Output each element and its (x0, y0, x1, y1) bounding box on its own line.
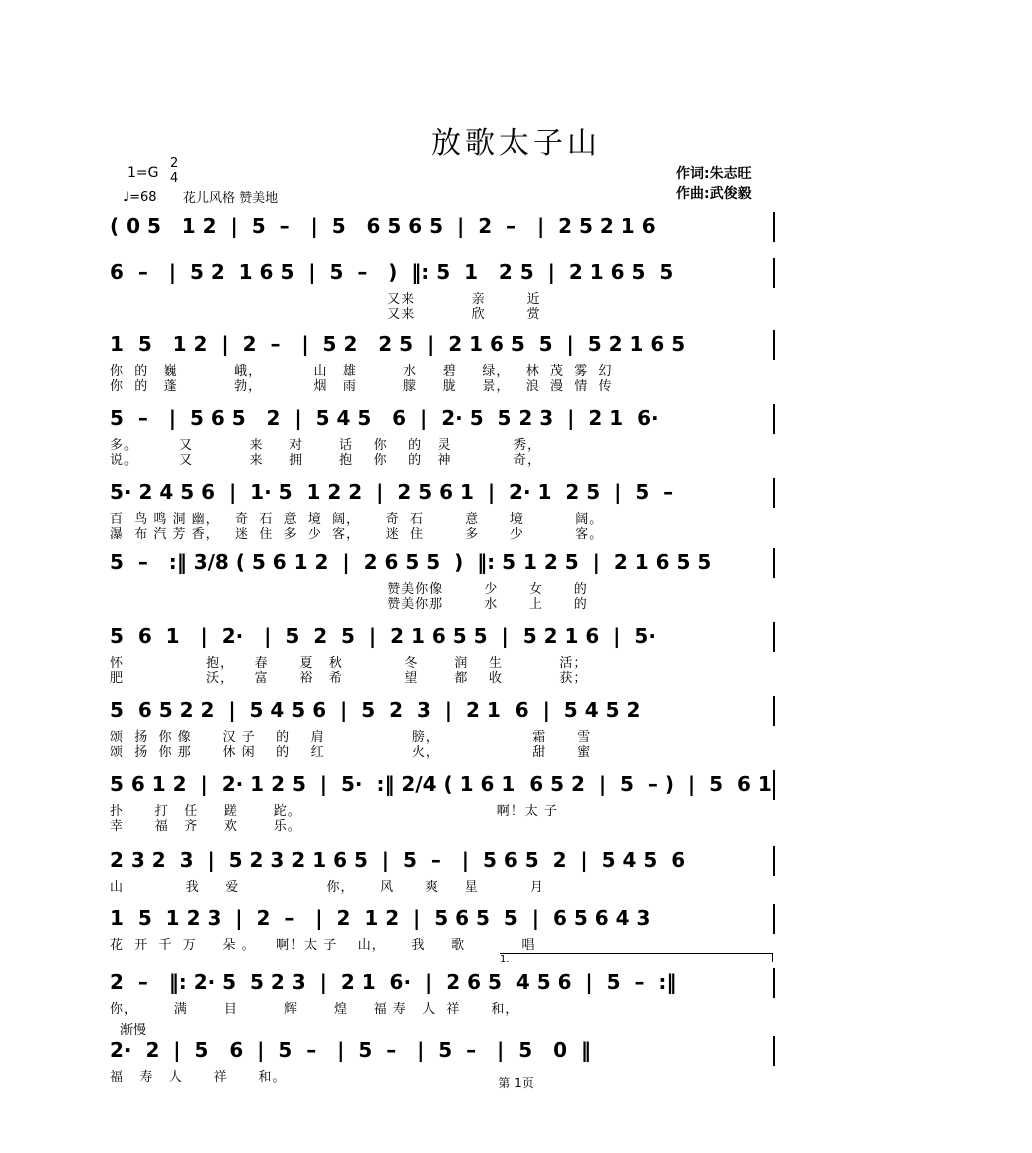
lyric-line-1: 山 我 爱 你， 风 爽 星 月 (110, 880, 544, 895)
barline (773, 622, 775, 652)
barline (773, 968, 775, 998)
lyricist: 作词:朱志旺 (676, 166, 752, 182)
note-line: 6 – | 5 2 1 6 5 | 5 – ) ‖: 5 1 2 5 | 2 1 6 5 5 (110, 260, 674, 284)
barline (773, 548, 775, 578)
note-line: 5 – :‖ 3/8 ( 5 6 1 2 | 2 6 5 5 ) ‖: 5 1 2 5 | 2 1 6 5 5 (110, 550, 712, 574)
barline (773, 478, 775, 508)
note-line: 5 6 5 2 2 | 5 4 5 6 | 5 2 3 | 2 1 6 | 5 4 5 2 (110, 698, 641, 722)
barline (773, 212, 775, 242)
time-signature (170, 156, 178, 186)
lyric-line-1: 颂 扬 你 像 汉 子 的 肩 膀， 霜 雪 (110, 730, 592, 745)
note-line: 5 – | 5 6 5 2 | 5 4 5 6 | 2· 5 5 2 3 | 2 1 6· (110, 406, 659, 430)
note-line: 2 3 2 3 | 5 2 3 2 1 6 5 | 5 – | 5 6 5 2 | 5 4 5 6 (110, 848, 686, 872)
lyric-line-1: 百 鸟 鸣 洞 幽， 奇 石 意 境 阔， 奇 石 意 境 阔。 (110, 512, 604, 527)
lyric-line-1: 扑 打 任 蹉 跎。 啊！太 子 (110, 804, 558, 819)
lyric-line-2: 肥 沃， 富 裕 希 望 都 收 获； (110, 671, 588, 686)
note-line: 1 5 1 2 3 | 2 – | 2 1 2 | 5 6 5 5 | 6 5 6 4 3 (110, 906, 651, 930)
note-line: 5 6 1 2 | 2· 1 2 5 | 5· :‖ 2/4 ( 1 6 1 6 5 2 | 5 – ) | 5 6 1 (110, 772, 772, 796)
lyric-line-1: 又来 亲 近 (110, 292, 541, 307)
barline (773, 404, 775, 434)
lyric-line-1: 你， 满 目 辉 煌 福 寿 人 祥 和， (110, 1002, 520, 1017)
time-bottom: 4 (170, 171, 179, 186)
lyric-line-2: 幸 福 齐 欢 乐。 (110, 819, 302, 834)
lyric-line-1: 福 寿 人 祥 和。 (110, 1070, 287, 1085)
note-line: 1 5 1 2 | 2 – | 5 2 2 5 | 2 1 6 5 5 | 5 2 1 6 5 (110, 332, 686, 356)
note-line: 2 – ‖: 2· 5 5 2 3 | 2 1 6· | 2 6 5 4 5 6 | 5 – :‖ (110, 970, 677, 994)
lyric-line-2: 赞美你那 水 上 的 (110, 597, 588, 612)
lyric-line-2: 你 的 蓬 勃， 烟 雨 朦 胧 景， 浪 漫 情 传 (110, 379, 613, 394)
barline (773, 904, 775, 934)
page-footer: 第 1页 (498, 1076, 534, 1090)
barline (773, 1036, 775, 1066)
credits (676, 164, 752, 204)
note-line: ( 0 5 1 2 | 5 – | 5 6 5 6 5 | 2 – | 2 5 2 1 6 (110, 214, 656, 238)
lyric-line-1: 多。 又 来 对 话 你 的 灵 秀， (110, 438, 542, 453)
note-line: 2· 2 | 5 6 | 5 – | 5 – | 5 – | 5 0 ‖ (110, 1038, 591, 1062)
lyric-line-1: 你 的 巍 峨， 山 雄 水 碧 绿， 林 茂 雾 幻 (110, 364, 613, 379)
composer: 作曲:武俊毅 (676, 186, 752, 202)
volta-bracket: 1. (500, 953, 773, 962)
time-top: 2 (170, 156, 179, 171)
page-title: 放歌太子山 (431, 126, 601, 161)
lyric-line-2: 颂 扬 你 那 休 闲 的 红 火， 甜 蜜 (110, 745, 592, 760)
barline (773, 770, 775, 800)
lyric-line-1: 花 开 千 万 朵 。 啊！太 子 山， 我 歌 唱 (110, 938, 536, 953)
note-line: 5 6 1 | 2· | 5 2 5 | 2 1 6 5 5 | 5 2 1 6 | 5· (110, 624, 656, 648)
barline (773, 696, 775, 726)
note-line: 5· 2 4 5 6 | 1· 5 1 2 2 | 2 5 6 1 | 2· 1 2 5 | 5 – (110, 480, 674, 504)
lyric-line-2: 又来 欣 赏 (110, 307, 541, 322)
ritardando-marking: 渐慢 (120, 1023, 147, 1038)
lyric-line-1: 赞美你像 少 女 的 (110, 582, 588, 597)
lyric-line-1: 怀 抱， 春 夏 秋 冬 润 生 活； (110, 656, 588, 671)
tempo-marking: ♩=68 (123, 190, 157, 205)
style-marking: 花儿风格 赞美地 (183, 191, 279, 206)
key-signature: 1=G (127, 165, 159, 181)
barline (773, 330, 775, 360)
barline (773, 258, 775, 288)
lyric-line-2: 瀑 布 汽 芳 香， 迷 住 多 少 客， 迷 住 多 少 客。 (110, 527, 604, 542)
lyric-line-2: 说。 又 来 拥 抱 你 的 神 奇， (110, 453, 542, 468)
barline (773, 846, 775, 876)
